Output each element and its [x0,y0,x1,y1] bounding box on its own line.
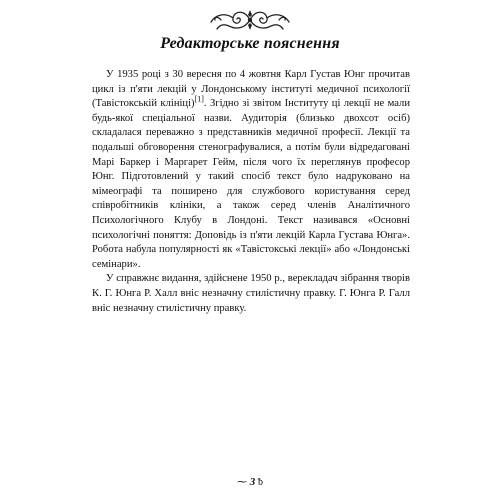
paragraph-1 [92,68,410,272]
paragraph-1-text-b: . Згідно зі звітом Інституту ці лекції не мали будь-якої спеціальної назви. Аудиторія (близько двохсот осіб) складалася переважно з представників медичної професії. Лекції та подальші обговорення стенографувалися, а потім були відредаговані Марі Баркер і Маргарет Гейм, після чого їх переглянув професор Юнг. Підготовлений у такий спосіб текст було надруковано на мімеографі та поширено для службового користування серед співробітників клініки, а також серед членів Аналітичного Психологічного Клубу в Лондоні. Текст називався «Основні психологічні поняття: Доповідь із п'яти лекцій Карла Густава Юнга». Робота набула популярності як «Тавістокські лекції» або «Лондонські семінари». [92,98,411,270]
footer-ornament-left-icon: ⁓ [237,477,247,488]
section-title: Редакторське пояснення [160,35,340,52]
footer-ornament-right-icon: ᵬ [258,477,263,488]
page-number: 3 [249,476,256,488]
footnote-marker[interactable]: [1] [194,94,204,104]
paragraph-1-text-a: У 1935 році з 30 вересня по 4 жовтня Карл Густав Юнг прочитав цикл із п'яти лекцій у Лондонському інституті медичної психології (Тавістокській клініці) [92,69,410,110]
floral-ornament-icon [205,6,295,34]
page-footer [0,476,500,488]
paragraph-2: У справжнє видання, здійснене 1950 р., верекладач зібрання творів К. Г. Юнга Р. Халл вніс незначну стилістичну правку. Г. Юнга Р. Галл вніс незначну стилістичну правку. [92,273,410,314]
body-text [92,68,410,316]
